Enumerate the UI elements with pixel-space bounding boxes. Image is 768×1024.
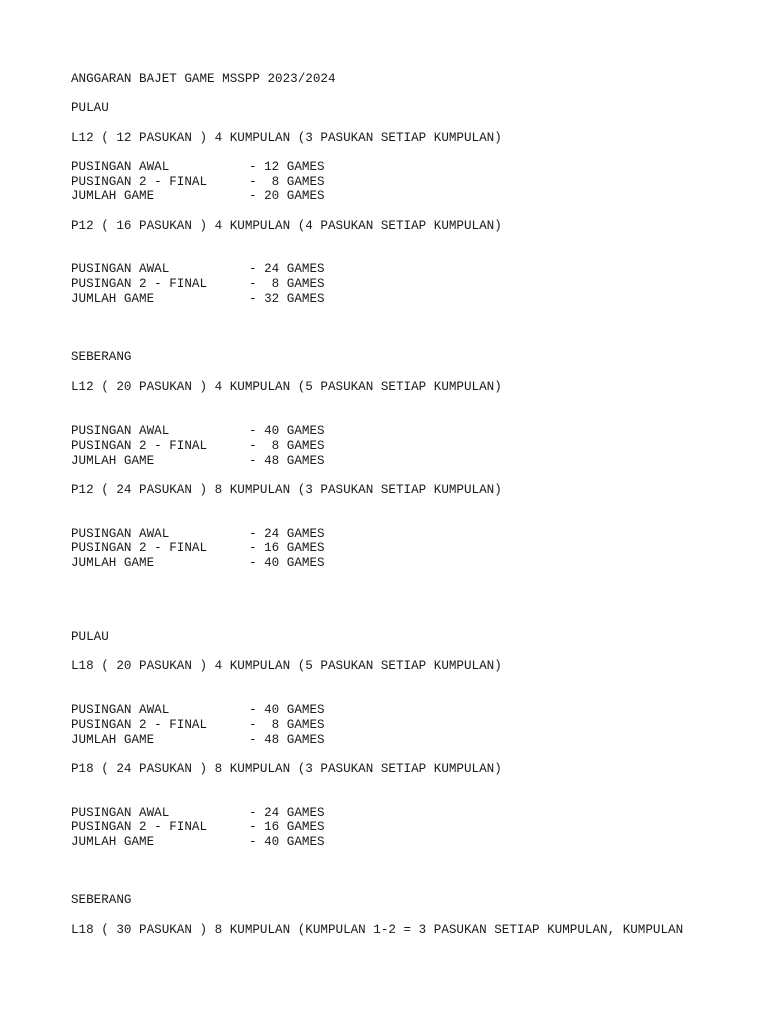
row-value: - 12 GAMES: [249, 160, 325, 174]
row-value: - 20 GAMES: [249, 189, 325, 203]
row-label: PUSINGAN 2 - FINAL: [71, 820, 208, 834]
row-label: PUSINGAN AWAL: [71, 424, 170, 438]
row-label: JUMLAH GAME: [71, 292, 155, 306]
group-heading: L18 ( 30 PASUKAN ) 8 KUMPULAN (KUMPULAN 1-2 = 3 PASUKAN SETIAP KUMPULAN, KUMPULAN: [71, 923, 684, 937]
region-heading: PULAU: [71, 101, 109, 115]
group-heading: P12 ( 16 PASUKAN ) 4 KUMPULAN (4 PASUKAN SETIAP KUMPULAN): [71, 219, 502, 233]
group-heading: P18 ( 24 PASUKAN ) 8 KUMPULAN (3 PASUKAN SETIAP KUMPULAN): [71, 762, 502, 776]
region-heading: PULAU: [71, 630, 109, 644]
row-label: JUMLAH GAME: [71, 733, 155, 747]
row-label: PUSINGAN AWAL: [71, 160, 170, 174]
row-label: JUMLAH GAME: [71, 189, 155, 203]
row-value: - 48 GAMES: [249, 733, 325, 747]
row-value: - 24 GAMES: [249, 262, 325, 276]
row-label: PUSINGAN 2 - FINAL: [71, 718, 208, 732]
row-label: PUSINGAN 2 - FINAL: [71, 541, 208, 555]
row-value: - 40 GAMES: [249, 556, 325, 570]
row-value: - 8 GAMES: [249, 277, 325, 291]
region-heading: SEBERANG: [71, 350, 132, 364]
group-heading: L12 ( 20 PASUKAN ) 4 KUMPULAN (5 PASUKAN SETIAP KUMPULAN): [71, 380, 502, 394]
row-label: JUMLAH GAME: [71, 556, 155, 570]
row-value: - 48 GAMES: [249, 454, 325, 468]
group-heading: L12 ( 12 PASUKAN ) 4 KUMPULAN (3 PASUKAN SETIAP KUMPULAN): [71, 131, 502, 145]
row-value: - 16 GAMES: [249, 541, 325, 555]
row-label: JUMLAH GAME: [71, 835, 155, 849]
row-value: - 40 GAMES: [249, 703, 325, 717]
group-heading: L18 ( 20 PASUKAN ) 4 KUMPULAN (5 PASUKAN SETIAP KUMPULAN): [71, 659, 502, 673]
row-label: PUSINGAN 2 - FINAL: [71, 277, 208, 291]
row-value: - 40 GAMES: [249, 835, 325, 849]
row-label: PUSINGAN AWAL: [71, 806, 170, 820]
row-label: JUMLAH GAME: [71, 454, 155, 468]
row-label: PUSINGAN AWAL: [71, 262, 170, 276]
row-value: - 24 GAMES: [249, 527, 325, 541]
row-value: - 40 GAMES: [249, 424, 325, 438]
row-label: PUSINGAN 2 - FINAL: [71, 175, 208, 189]
row-value: - 32 GAMES: [249, 292, 325, 306]
row-value: - 16 GAMES: [249, 820, 325, 834]
document-title: ANGGARAN BAJET GAME MSSPP 2023/2024: [71, 72, 336, 86]
row-label: PUSINGAN 2 - FINAL: [71, 439, 208, 453]
row-label: PUSINGAN AWAL: [71, 703, 170, 717]
row-value: - 8 GAMES: [249, 439, 325, 453]
row-value: - 24 GAMES: [249, 806, 325, 820]
group-heading: P12 ( 24 PASUKAN ) 8 KUMPULAN (3 PASUKAN SETIAP KUMPULAN): [71, 483, 502, 497]
region-heading: SEBERANG: [71, 893, 132, 907]
row-value: - 8 GAMES: [249, 718, 325, 732]
row-value: - 8 GAMES: [249, 175, 325, 189]
row-label: PUSINGAN AWAL: [71, 527, 170, 541]
